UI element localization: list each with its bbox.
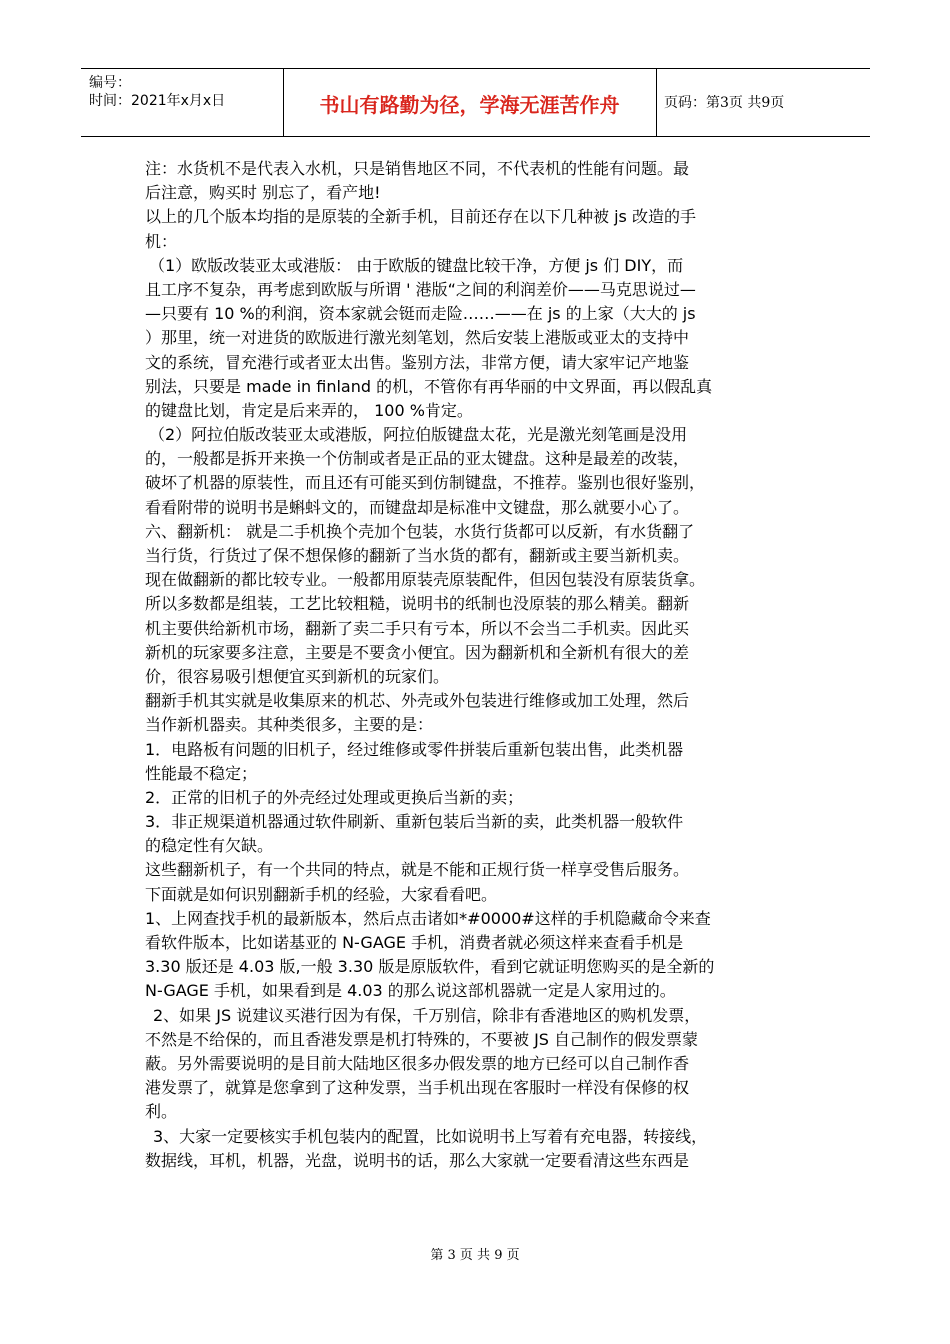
body-text-line: 别法，只要是 made in finland 的机，不管你有再华丽的中文界面，再以假乱真 (145, 376, 713, 396)
body-text-line: 后注意，购买时 别忘了，看产地! (145, 183, 381, 203)
body-text-line: 蔽。另外需要说明的是目前大陆地区很多办假发票的地方已经可以自己制作香 (145, 1053, 690, 1073)
header-meta-cell (81, 69, 284, 136)
body-text-line: 这些翻新机子，有一个共同的特点，就是不能和正规行货一样享受售后服务。 (145, 860, 690, 880)
body-text-line: 破坏了机器的原装性，而且还有可能买到仿制键盘，不推荐。鉴别也很好鉴别， (145, 473, 706, 493)
body-text-line: 看软件版本，比如诺基亚的 N-GAGE 手机，消费者就必须这样来查看手机是 (145, 933, 684, 952)
body-text-line: 所以多数都是组装，工艺比较粗糙，说明书的纸制也没原装的那么精美。翻新 (145, 594, 690, 614)
body-text-line: 的键盘比划，肯定是后来弄的， 100 %肯定。 (145, 400, 473, 420)
document-body (145, 157, 825, 1173)
body-text-line: 性能最不稳定； (145, 763, 258, 783)
body-text-line: 3.30 版还是 4.03 版,一般 3.30 版是原版软件，看到它就证明您购买的是全新的 (145, 957, 715, 977)
body-text-line: 1、上网查找手机的最新版本，然后点击诸如*#0000#这样的手机隐藏命令来查 (145, 908, 711, 928)
body-text-line: 3．非正规渠道机器通过软件刷新、重新包装后当新的卖，此类机器一般软件 (145, 812, 684, 832)
body-text-line: 当作新机器卖。其种类很多，主要的是： (145, 715, 434, 735)
body-text-line: 的，一般都是拆开来换一个仿制或者是正品的亚太键盘。这种是最差的改装， (145, 449, 690, 469)
body-text-line: （1）欧版改装亚太或港版： 由于欧版的键盘比较干净，方便 js 们 DIY，而 (149, 255, 684, 275)
body-text-line: 3、大家一定要核实手机包装内的配置，比如说明书上写着有充电器，转接线， (153, 1126, 708, 1146)
body-text-line: 看看附带的说明书是蝌蚪文的，而键盘却是标准中文键盘，那么就要小心了。 (145, 497, 690, 517)
body-text-line: 机主要供给新机市场，翻新了卖二手只有亏本，所以不会当二手机卖。因此买 (145, 618, 690, 638)
body-text-line: 机： (145, 231, 178, 251)
body-text-line: 价，很容易吸引想便宜买到新机的玩家们。 (145, 666, 450, 686)
header-page-info: 页码：第3页 共9页 (664, 95, 785, 111)
header-page-cell (656, 69, 870, 136)
body-text-line: 以上的几个版本均指的是原装的全新手机，目前还存在以下几种被 js 改造的手 (145, 207, 696, 227)
body-text-line: 六、翻新机： 就是二手机换个壳加个包装，水货行货都可以反新，有水货翻了 (145, 521, 695, 541)
serial-label: 编号： (89, 75, 131, 91)
body-text-line: 注：水货机不是代表入水机，只是销售地区不同，不代表机的性能有问题。最 (145, 159, 690, 178)
body-text-line: 的稳定性有欠缺。 (145, 836, 274, 856)
body-text-line: 不然是不给保的，而且香港发票是机打特殊的，不要被 JS 自己制作的假发票蒙 (145, 1029, 699, 1049)
body-text-line: 利。 (145, 1102, 178, 1122)
body-text-line: 1．电路板有问题的旧机子，经过维修或零件拼装后重新包装出售，此类机器 (145, 739, 684, 759)
body-text-line: 下面就是如何识别翻新手机的经验，大家看看吧。 (145, 884, 498, 904)
page-header (81, 68, 870, 137)
body-text-line: 当行货，行货过了保不想保修的翻新了当水货的都有，翻新或主要当新机卖。 (145, 546, 690, 565)
body-text-line: N-GAGE 手机，如果看到是 4.03 的那么说这部机器就一定是人家用过的。 (145, 981, 676, 1001)
body-text-line: 港发票了，就算是您拿到了这种发票，当手机出现在客服时一样没有保修的权 (145, 1078, 690, 1098)
body-text-line: 新机的玩家要多注意，主要是不要贪小便宜。因为翻新机和全新机有很大的差 (145, 642, 690, 662)
time-label: 时间：2021年x月x日 (89, 93, 226, 109)
body-text-line: ）那里，统一对进货的欧版进行激光刻笔划，然后安装上港版或亚太的支持中 (145, 328, 690, 348)
body-text-line: 2．正常的旧机子的外壳经过处理或更换后当新的卖； (145, 787, 524, 807)
header-motto: 书山有路勤为径，学海无涯苦作舟 (319, 93, 620, 117)
body-text-line: 数据线，耳机，机器，光盘，说明书的话，那么大家就一定要看清这些东西是 (145, 1150, 690, 1170)
body-text-line: 现在做翻新的都比较专业。一般都用原装壳原装配件，但因包装没有原装货拿。 (145, 570, 706, 590)
body-text-line: 且工序不复杂，再考虑到欧版与所谓 ' 港版“之间的利润差价——马克思说过— (145, 279, 696, 299)
page-footer-number: 第 3 页 共 9 页 (430, 1248, 520, 1263)
body-text-line: （2）阿拉伯版改装亚太或港版，阿拉伯版键盘太花，光是激光刻笔画是没用 (149, 425, 688, 445)
body-text-line: —只要有 10 %的利润，资本家就会铤而走险……——在 js 的上家（大大的 js (145, 304, 696, 324)
body-text-line: 翻新手机其实就是收集原来的机芯、外壳或外包装进行维修或加工处理，然后 (145, 691, 690, 711)
body-text-line: 文的系统，冒充港行或者亚太出售。鉴别方法，非常方便，请大家牢记产地鉴 (145, 352, 690, 372)
body-text-line: 2、如果 JS 说建议买港行因为有保，千万别信，除非有香港地区的购机发票， (153, 1005, 701, 1025)
header-motto-cell (283, 69, 657, 136)
